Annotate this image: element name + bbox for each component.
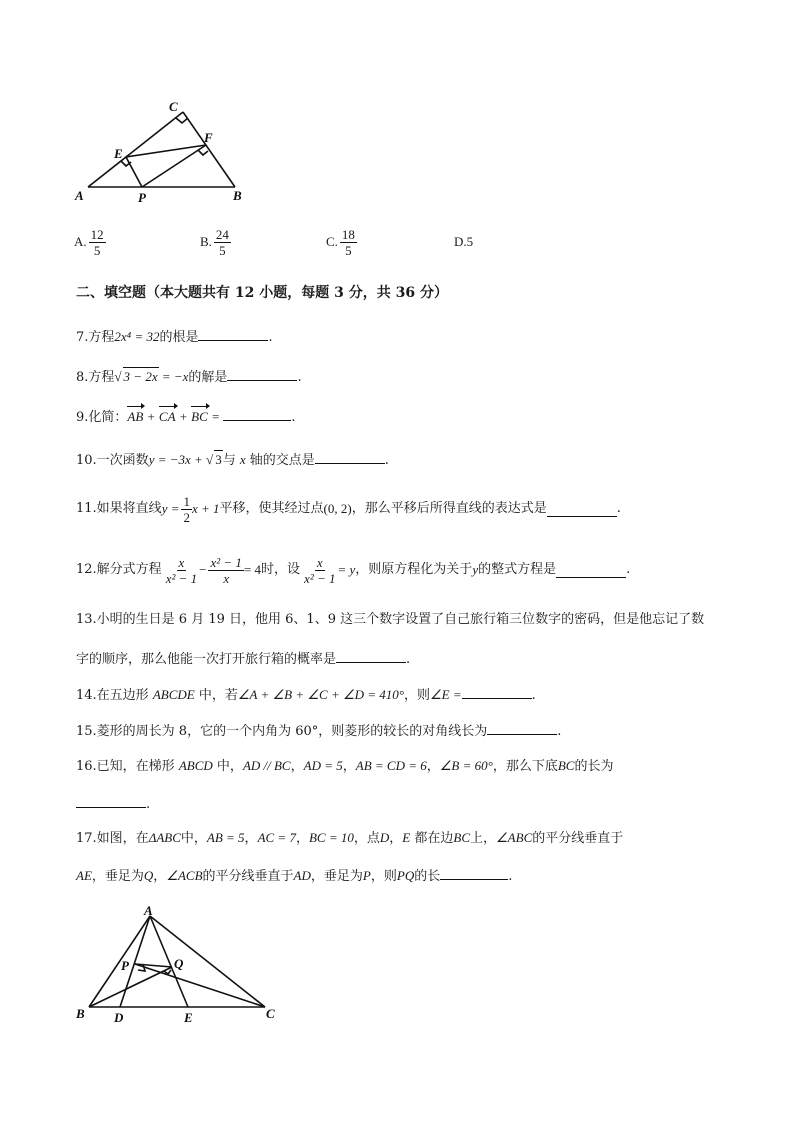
q11-suffix: ，那么平移后所得直线的表达式是 bbox=[351, 501, 547, 516]
q11-answer-blank[interactable] bbox=[547, 502, 617, 517]
q12-answer-blank[interactable] bbox=[556, 563, 626, 578]
q12-fraction-3 bbox=[302, 555, 337, 586]
segment-ep bbox=[126, 157, 142, 187]
label-e: E bbox=[184, 1010, 193, 1025]
q12-suffix-2: 的整式方程是 bbox=[478, 562, 557, 577]
option-a-denominator: 5 bbox=[93, 242, 101, 258]
q16-condition-4: ∠B = 60° bbox=[439, 758, 493, 773]
q12-f1-denominator: x² − 1 bbox=[165, 570, 198, 586]
question-12 bbox=[76, 548, 630, 592]
right-angle-c bbox=[176, 118, 188, 123]
section-title: 二、填空题（本大题共有 12 小题，每题 3 分，共 36 分） bbox=[76, 285, 448, 301]
option-c-numerator: 18 bbox=[341, 226, 355, 242]
figure-triangle-abc-2 bbox=[72, 904, 292, 1028]
q8-answer-blank[interactable] bbox=[227, 366, 297, 381]
q12-f1-numerator: x bbox=[178, 554, 185, 570]
q14-answer-blank[interactable] bbox=[462, 684, 532, 699]
label-c: C bbox=[266, 1006, 275, 1021]
question-8: 8.方程√ 3 − 2x = −x的解是 . bbox=[76, 366, 302, 387]
q8-suffix: 的解是 bbox=[188, 370, 228, 385]
q10-x: x bbox=[239, 452, 246, 467]
q17-ac: AC = 7 bbox=[257, 830, 296, 845]
q7-answer-blank[interactable] bbox=[198, 326, 268, 341]
question-14 bbox=[76, 684, 536, 705]
q9-answer-blank[interactable] bbox=[223, 406, 291, 421]
q9-plus-2: + bbox=[179, 409, 188, 424]
q16-sep-2: ， bbox=[342, 759, 356, 774]
q16-end: . bbox=[146, 797, 151, 812]
question-15 bbox=[76, 720, 561, 741]
option-c[interactable] bbox=[326, 222, 357, 262]
q12-substitution: = y bbox=[337, 562, 356, 577]
q13-line-2-text: 字的顺序，那么他能一次打开旅行箱的概率是 bbox=[76, 652, 337, 667]
question-13-line-1: 13.小明的生日是 6 月 19 日，他用 6、1、9 这三个数字设置了自己旅行箱三位数字的密码，但是他忘记了数 bbox=[76, 612, 705, 627]
q16-suffix: ，那么下底 bbox=[492, 759, 558, 774]
q17-answer-blank[interactable] bbox=[440, 865, 508, 880]
q8-prefix: 8.方程 bbox=[76, 370, 115, 385]
option-a-letter: A. bbox=[74, 234, 87, 249]
option-b-numerator: 24 bbox=[215, 226, 229, 242]
option-d-letter: D. bbox=[454, 234, 467, 249]
q16-answer-blank[interactable] bbox=[76, 793, 146, 808]
q9-plus-1: + bbox=[147, 409, 155, 424]
segment-cp bbox=[135, 964, 265, 1007]
option-d-value: 5 bbox=[466, 234, 474, 249]
q17-bc: BC bbox=[453, 830, 471, 845]
q16-mid: 中， bbox=[216, 759, 243, 774]
label-f: F bbox=[204, 130, 213, 145]
q12-fraction-2 bbox=[208, 555, 243, 586]
question-17-line-2: AE，垂足为Q，∠ACB的平分线垂直于AD，垂足为P，则PQ的长 . bbox=[76, 865, 512, 886]
question-13-line-2 bbox=[76, 648, 410, 669]
label-c: C bbox=[169, 99, 178, 114]
q12-equals: = 4 bbox=[243, 562, 262, 577]
q11-y: y = bbox=[161, 501, 180, 516]
q10-end: . bbox=[384, 453, 389, 468]
q10-radicand: 3 bbox=[215, 452, 222, 467]
q10-equation: y = −3x + bbox=[148, 452, 207, 467]
q17-foot-1: ，垂足为 bbox=[91, 869, 144, 884]
q13-answer-blank[interactable] bbox=[336, 648, 406, 663]
q9-vector-bc: BC bbox=[191, 406, 208, 426]
figure-triangle-abc-1 bbox=[72, 96, 262, 211]
q8-equation: = −x bbox=[158, 369, 189, 384]
q17-p: P bbox=[362, 868, 371, 883]
q17-ae: AE bbox=[76, 868, 92, 883]
q15-answer-blank[interactable] bbox=[487, 720, 557, 735]
q7-suffix: 的根是 bbox=[159, 330, 199, 345]
q15-end: . bbox=[557, 724, 562, 739]
label-a: A bbox=[75, 188, 84, 203]
q14-mid: 中，若 bbox=[198, 688, 238, 703]
q17-angle-abc: ∠ABC bbox=[496, 830, 533, 845]
q11-end: . bbox=[616, 501, 621, 516]
q17-perp-2: 的平分线垂直于 bbox=[202, 869, 294, 884]
q14-end: . bbox=[531, 688, 536, 703]
q17-then: ，则 bbox=[370, 869, 397, 884]
option-b[interactable] bbox=[200, 222, 231, 262]
segment-ac bbox=[150, 916, 265, 1007]
q17-ab: AB = 5 bbox=[206, 830, 245, 845]
question-17-line-1: 17.如图，在ΔABC中，AB = 5，AC = 7，BC = 10，点D，E 都在边BC上，∠ABC的平分线垂直于 bbox=[76, 830, 624, 846]
q17-bc-length: BC = 10 bbox=[308, 830, 354, 845]
q16-sep-1: ， bbox=[290, 759, 304, 774]
q17-mid: 中， bbox=[180, 831, 207, 846]
q12-prefix: 12.解分式方程 bbox=[76, 562, 162, 577]
q11-numerator: 1 bbox=[183, 493, 190, 509]
q9-vector-ab: AB bbox=[127, 406, 143, 426]
q12-f3-numerator: x bbox=[316, 554, 323, 570]
option-c-fraction bbox=[340, 227, 357, 258]
q17-on: 都在边 bbox=[414, 831, 454, 846]
q9-end: . bbox=[291, 410, 296, 425]
q16-condition-1: AD // BC bbox=[242, 758, 291, 773]
segment-pf bbox=[142, 145, 206, 187]
q17-triangle: ΔABC bbox=[148, 830, 181, 845]
q11-point: (0, 2) bbox=[323, 501, 352, 516]
q8-end: . bbox=[297, 370, 302, 385]
q7-prefix: 7.方程 bbox=[76, 330, 115, 345]
q9-prefix: 9.化简： bbox=[76, 410, 128, 425]
option-a-numerator: 12 bbox=[90, 226, 104, 242]
q16-sep-3: ， bbox=[426, 759, 440, 774]
q11-fraction bbox=[181, 494, 192, 525]
q14-ask: ∠E = bbox=[430, 687, 462, 702]
q12-end: . bbox=[626, 562, 631, 577]
q8-radicand: 3 − 2x bbox=[123, 369, 158, 384]
label-e: E bbox=[114, 146, 123, 161]
q16-prefix: 16.已知，在梯形 bbox=[76, 759, 175, 774]
q11-prefix: 11.如果将直线 bbox=[76, 501, 162, 516]
q17-q: Q bbox=[143, 868, 154, 883]
right-angle-f bbox=[198, 150, 208, 155]
q12-y: y bbox=[472, 562, 479, 577]
label-d: D bbox=[114, 1010, 124, 1025]
question-16-line-2 bbox=[76, 793, 150, 814]
q13-end: . bbox=[406, 652, 411, 667]
q17-d: D bbox=[379, 830, 390, 845]
q12-suffix-1: ，则原方程化为关于 bbox=[355, 562, 473, 577]
q12-f2-denominator: x bbox=[223, 570, 230, 586]
segment-ab bbox=[89, 916, 150, 1007]
q7-end: . bbox=[268, 330, 273, 345]
label-b: B bbox=[76, 1006, 85, 1021]
option-c-denominator: 5 bbox=[345, 242, 352, 258]
question-16 bbox=[76, 757, 614, 776]
option-b-letter: B. bbox=[200, 234, 212, 249]
q14-suffix: ，则 bbox=[404, 688, 431, 703]
q14-prefix: 14.在五边形 bbox=[76, 688, 149, 703]
q11-denominator: 2 bbox=[183, 509, 190, 525]
q10-mid: 与 bbox=[222, 453, 236, 468]
q17-end: . bbox=[508, 869, 513, 884]
q17-up: 上， bbox=[470, 831, 497, 846]
q7-equation: 2x⁴ = 32 bbox=[114, 329, 160, 344]
label-a: A bbox=[144, 904, 153, 918]
q11-mid: 平移，使其经过点 bbox=[219, 501, 324, 516]
q17-length-word: 的长 bbox=[414, 869, 441, 884]
q17-point-word: ，点 bbox=[353, 831, 380, 846]
label-p: P bbox=[138, 190, 146, 205]
q12-mid: 时，设 bbox=[261, 562, 301, 577]
q12-fraction-1 bbox=[164, 555, 199, 586]
q17-e: E bbox=[402, 830, 411, 845]
q17-foot-2: ，垂足为 bbox=[310, 869, 363, 884]
option-a-fraction bbox=[89, 227, 106, 258]
question-10: 10.一次函数y = −3x + √ 3与 x 轴的交点是 . bbox=[76, 449, 389, 470]
q12-f2-numerator: x² − 1 bbox=[210, 554, 242, 570]
label-q: Q bbox=[174, 956, 184, 971]
q12-minus: − bbox=[199, 562, 207, 577]
q11-tail: x + 1 bbox=[191, 501, 220, 516]
option-c-letter: C. bbox=[326, 234, 338, 249]
q15-text: 15.菱形的周长为 8，它的一个内角为 60°，则菱形的较长的对角线长为 bbox=[76, 724, 488, 739]
q10-prefix: 10.一次函数 bbox=[76, 453, 149, 468]
segment-cb bbox=[183, 112, 235, 187]
label-b: B bbox=[233, 188, 242, 203]
q17-prefix: 17.如图，在 bbox=[76, 831, 149, 846]
question-9 bbox=[76, 406, 296, 427]
q16-tail: 的长为 bbox=[574, 759, 614, 774]
q9-vector-ca: CA bbox=[159, 406, 176, 426]
option-a[interactable] bbox=[74, 222, 106, 262]
question-11 bbox=[76, 487, 621, 531]
q17-perp-1: 的平分线垂直于 bbox=[532, 831, 624, 846]
q16-condition-3: AB = CD = 6 bbox=[355, 758, 427, 773]
q17-ad: AD bbox=[293, 868, 311, 883]
q10-answer-blank[interactable] bbox=[315, 449, 385, 464]
option-b-denominator: 5 bbox=[219, 242, 226, 258]
q12-f3-denominator: x² − 1 bbox=[304, 570, 336, 586]
label-p: P bbox=[121, 958, 129, 973]
option-b-fraction bbox=[214, 227, 231, 258]
question-7 bbox=[76, 326, 273, 347]
q16-shape: ABCD bbox=[178, 758, 213, 773]
q17-pq: PQ bbox=[396, 868, 415, 883]
q10-suffix: 轴的交点是 bbox=[249, 453, 315, 468]
option-d[interactable] bbox=[454, 222, 473, 262]
q16-bc: BC bbox=[557, 758, 575, 773]
q14-shape: ABCDE bbox=[152, 687, 195, 702]
q9-equals: = bbox=[211, 409, 220, 424]
q14-equation: ∠A + ∠B + ∠C + ∠D = 410° bbox=[237, 687, 404, 702]
q16-condition-2: AD = 5 bbox=[303, 758, 343, 773]
q17-angle-acb: ∠ACB bbox=[166, 868, 203, 883]
